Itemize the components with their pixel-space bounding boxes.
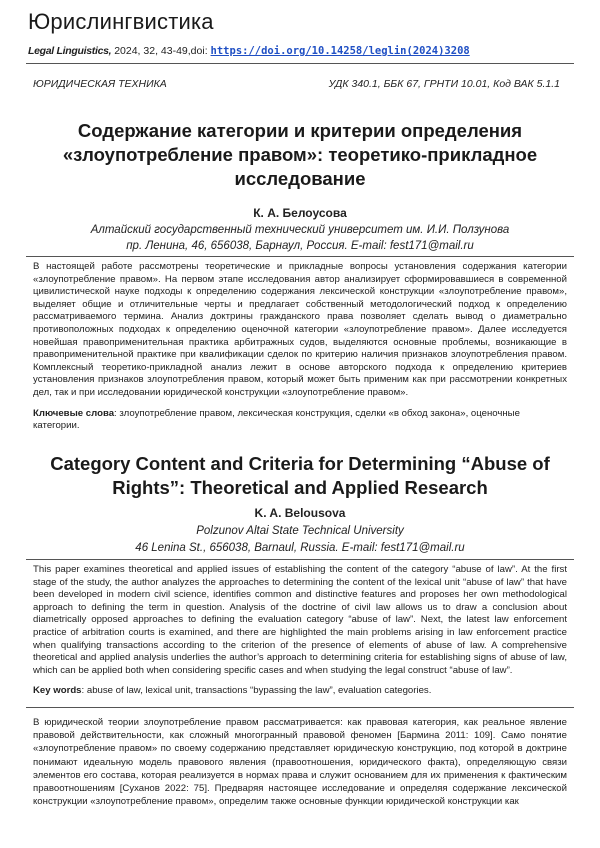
affiliation-en-line1: Polzunov Altai State Technical University bbox=[196, 525, 404, 537]
citation-line bbox=[28, 45, 470, 57]
keywords-ru bbox=[33, 408, 567, 433]
classification-codes: УДК 340.1, ББК 67, ГРНТИ 10.01, Код ВАК 5.1.1 bbox=[328, 78, 560, 90]
abstract-en-section bbox=[26, 559, 574, 698]
header-divider bbox=[26, 63, 574, 64]
author-en: K. A. Belousova bbox=[254, 506, 346, 520]
citation-journal: Legal Linguistics, bbox=[28, 45, 112, 57]
keywords-en-label: Key words bbox=[33, 685, 82, 697]
keywords-en bbox=[33, 685, 567, 698]
abstract-ru-section bbox=[26, 256, 574, 433]
keywords-en-list: : abuse of law, lexical unit, transactions “bypassing the law”, evaluation categories. bbox=[81, 685, 432, 697]
body-paragraph: В юридической теории злоупотребление правом рассматривается: как правовая категория, как реальное явление правовой действительности, как сложный многогранный правовой феномен [Бармина 2011: 109]. Само понятие «злоупотребление правом» по своему содержанию представляет юридическую конструкцию, под которой в доктрине понимают идеальную модель правового явления (правоотношения, юридического факта), определяющую связи элементов его состава, которая реализуется в нормах права и служит основанием для их применения к фактическим правоотношениям [Суханов 2022: 75]. Предваряя настоящее исследование и определяя содержание лексической конструкции «злоупотребление правом», определим также основные функции юридической конструкции как bbox=[33, 717, 567, 808]
title-ru: Содержание категории и критерии определения «злоупотребление правом»: теоретико-прикладное исследование bbox=[62, 120, 538, 189]
keywords-ru-label: Ключевые слова bbox=[33, 407, 115, 419]
author-ru: К. А. Белоусова bbox=[253, 206, 347, 220]
citation-details: 2024, 32, 43-49,doi: bbox=[111, 45, 211, 57]
affiliation-ru-line2: пр. Ленина, 46, 656038, Барнаул, Россия. E-mail: fest171@mail.ru bbox=[126, 240, 474, 252]
rubric: ЮРИДИЧЕСКАЯ ТЕХНИКА bbox=[33, 78, 167, 90]
doi-link[interactable]: https://doi.org/10.14258/leglin(2024)3208 bbox=[210, 45, 470, 57]
title-en: Category Content and Criteria for Determining “Abuse of Rights”: Theoretical and Applied Research bbox=[50, 453, 550, 498]
affiliation-ru-line1: Алтайский государственный технический университет им. И.И. Ползунова bbox=[90, 224, 510, 236]
keywords-ru-list: : злоупотребление правом, лексическая конструкция, сделки «в обход закона», оценочные категории. bbox=[33, 407, 520, 432]
abstract-ru: В настоящей работе рассмотрены теоретические и прикладные вопросы установления содержания категории «злоупотребление правом». На первом этапе исследования автор анализирует сформировавшиеся в современной цивилистической науке подходы к определению содержания лексической конструкции «злоупотребление правом», выделяет общие и отличительные черты и предлагает собственный методологический подход к определению рассматриваемого термина. Анализ доктрины гражданского права позволяет сделать вывод о диаметрально противоположных подходах к определению оценочной категории «злоупотребление правом». Далее исследуется новейшая правоприменительная практика арбитражных судов, выделяются основные проблемы, возникающие в правоприменительной практике при квалификации сделок по критерию наличия признаков злоупотребления правом. Комплексный теоретико-прикладной анализ лежит в основе авторского подхода к определению критериев установления признаков злоупотребления правом, который может быть применим как при рассмотрении конкретных дел, так и при исследовании юридической конструкции «злоупотребление правом». bbox=[33, 261, 567, 398]
abstract-divider bbox=[26, 707, 574, 708]
affiliation-en-line2: 46 Lenina St., 656038, Barnaul, Russia. E-mail: fest171@mail.ru bbox=[135, 542, 465, 554]
abstract-en: This paper examines theoretical and applied issues of establishing the content of the category “abuse of law”. At the first stage of the study, the author analyzes the approaches to determining the content of the lexical unit “abuse of law” that have been developed in modern civil science, identifies common and distinctive features and proposes her own methodological approach to defining the term in question. Analysis of the doctrine of civil law allows us to draw a conclusion about diametrically opposed approaches to defining the evaluation category “abuse of law”. Next, the latest law enforcement practice of arbitration courts is examined, and there are highlighted the main problems arising in law enforcement practice when qualifying transactions according to the criterion of the presence of elements of abuse of law. A comprehensive theoretical and applied analysis underlies the author’s approach to determining criteria for establishing signs of abuse of law, which can be applied both when considering specific cases and when studying the legal construct “abuse of law”. bbox=[33, 564, 567, 676]
journal-name: Юрислингвистика bbox=[28, 9, 214, 34]
